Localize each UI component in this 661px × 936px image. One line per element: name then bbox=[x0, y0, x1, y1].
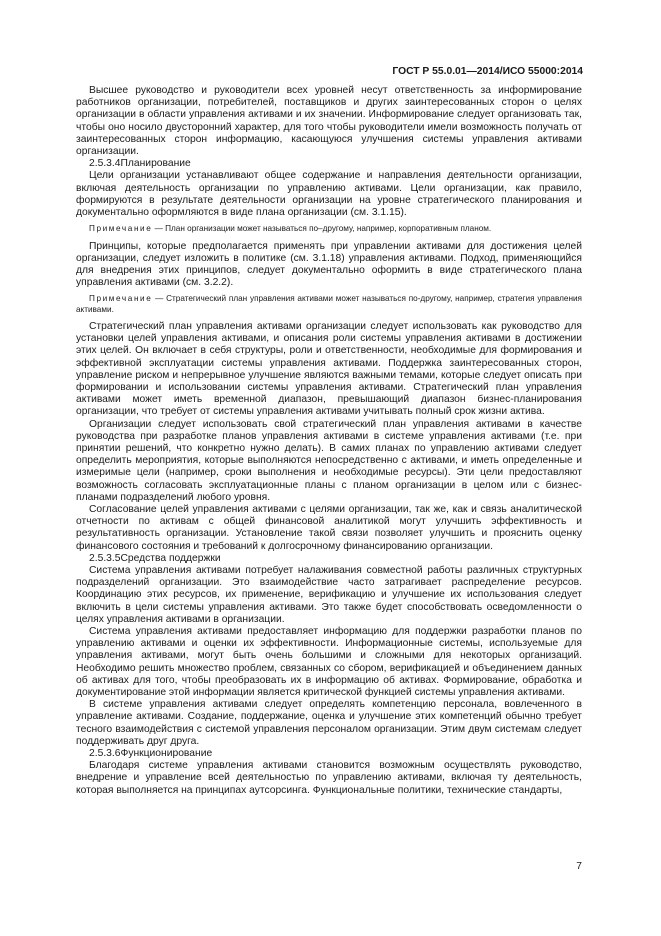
paragraph-communication: Высшее руководство и руководители всех уровней несут ответственность за информирование работников организации, потребителей, поставщиков и других заинтересованных сторон о целях организации в области управления активами и их значении. Информирование следует организовать так, чтобы оно носило двусторонний характер, для того чтобы руководители имели возможность получать от заинтересованных сторон информацию, касающуюся улучшения системы управления активами организации. bbox=[76, 85, 582, 158]
paragraph-plans: Организации следует использовать свой стратегический план управления активами в качестве руководства при разработке планов управления активами в системе управления активами (т.е. при принятии решений, что конкретно нужно делать). В самих планах по управлению активами следует определить мероприятия, которые выполняются непосредственно с активами, и иметь определенные и измеримые цели (например, сроки выполнения и необходимые ресурсы). Эти цели предоставляют возможность согласовать эксплуатационные планы с планом организации в целом или с бизнес-планами подразделений любого уровня. bbox=[76, 418, 582, 503]
paragraph-information: Система управления активами предоставляет информацию для поддержки разработки планов по управлению активами и оценки их эффективности. Информационные системы, используемые для управления активами, могут быть очень большими и сложными для некоторых организаций. Необходимо решить множество проблем, связанных со сбором, верификацией и объединением данных об активах для того, чтобы преобразовать их в информацию об активах. Формирование, обработка и документирование этой информации является критической функцией системы управления активами. bbox=[76, 626, 582, 699]
section-heading-2534: 2.5.3.4Планирование bbox=[89, 158, 191, 170]
paragraph-alignment: Согласование целей управления активами с целями организации, так же, как и связь аналитической отчетности по активам с общей финансовой аналитикой могут улучшить эффективность и результативность организации. Установление такой связи позволяет улучшить и прояснить оценку финансового состояния и требований к долгосрочному финансированию организации. bbox=[76, 503, 582, 552]
note-organization-plan bbox=[76, 224, 582, 234]
note-text: — План организации может называться по–другому, например, корпоративным планом. bbox=[152, 224, 492, 234]
document-body bbox=[76, 85, 582, 797]
section-heading-2535: 2.5.3.5Средства поддержки bbox=[89, 552, 221, 564]
paragraph-competence: В системе управления активами следует определять компетенцию персонала, вовлеченного в управление активами. Создание, поддержание, оценка и улучшение этих компетенций обычно требует тесного взаимодействия с системой управления персоналом организации. Этим двум системам следует поддерживать друг друга. bbox=[76, 699, 582, 747]
paragraph-principles: Принципы, которые предполагается применять при управлении активами для достижения целей организации, следует изложить в политике (см. 3.1.18) управления активами. Подход, применяющийся для внедрения этих принципов, следует документально оформить в виде стратегического плана управления активами (см. 3.2.2). bbox=[76, 240, 582, 289]
note-strategic-plan bbox=[76, 294, 582, 315]
note-text: — Стратегический план управления активами может называться по-другому, например, стратегия управления активами. bbox=[76, 294, 582, 314]
document-header: ГОСТ Р 55.0.01—2014/ИСО 55000:2014 bbox=[392, 66, 583, 77]
note-label: Примечание bbox=[89, 294, 153, 304]
note-label: Примечание bbox=[89, 224, 153, 234]
paragraph-goals: Цели организации устанавливают общее содержание и направления деятельности организации, включая деятельность организации по управлению активами. Цели организации, как правило, формируются в результате деятельности организации на уровне стратегического планирования и документально оформляются в виде плана организации (см. 3.1.15). bbox=[76, 170, 582, 219]
paragraph-strategic-plan: Стратегический план управления активами организации следует использовать как руководство для установки целей управления активами, и описания роли системы управления активами в достижении этих целей. Он включает в себя структуры, роли и ответственности, необходимые для формирования и эффективной эксплуатации системы управления активами. Поддержка заинтересованных сторон, управление риском и непрерывное улучшение являются важными темами, которые следует описать при формировании и использовании системы управления активами. Стратегический план управления активами может иметь временной диапазон, превышающий диапазон бизнес-планирования организации, что требует от системы управления активами учитывать полный срок жизни актива. bbox=[76, 320, 582, 418]
page-number: 7 bbox=[576, 861, 582, 872]
paragraph-cooperation: Система управления активами потребует налаживания совместной работы различных структурных подразделений организации. Это взаимодействие часто затрагивает распределение ресурсов. Координацию этих ресурсов, их применение, верификацию и улучшение их использования следует включить в цели системы управления активами. Это также будет способствовать осведомленности о целях управления активами в организации. bbox=[76, 565, 582, 625]
paragraph-operation: Благодаря системе управления активами становится возможным осуществлять руководство, внедрение и управление всей деятельностью по управлению активами, включая ту деятельность, которая выполняется на принципах аутсорсинга. Функциональные политики, технические стандарты, bbox=[76, 760, 582, 796]
section-heading-2536: 2.5.3.6Функционирование bbox=[89, 748, 213, 760]
